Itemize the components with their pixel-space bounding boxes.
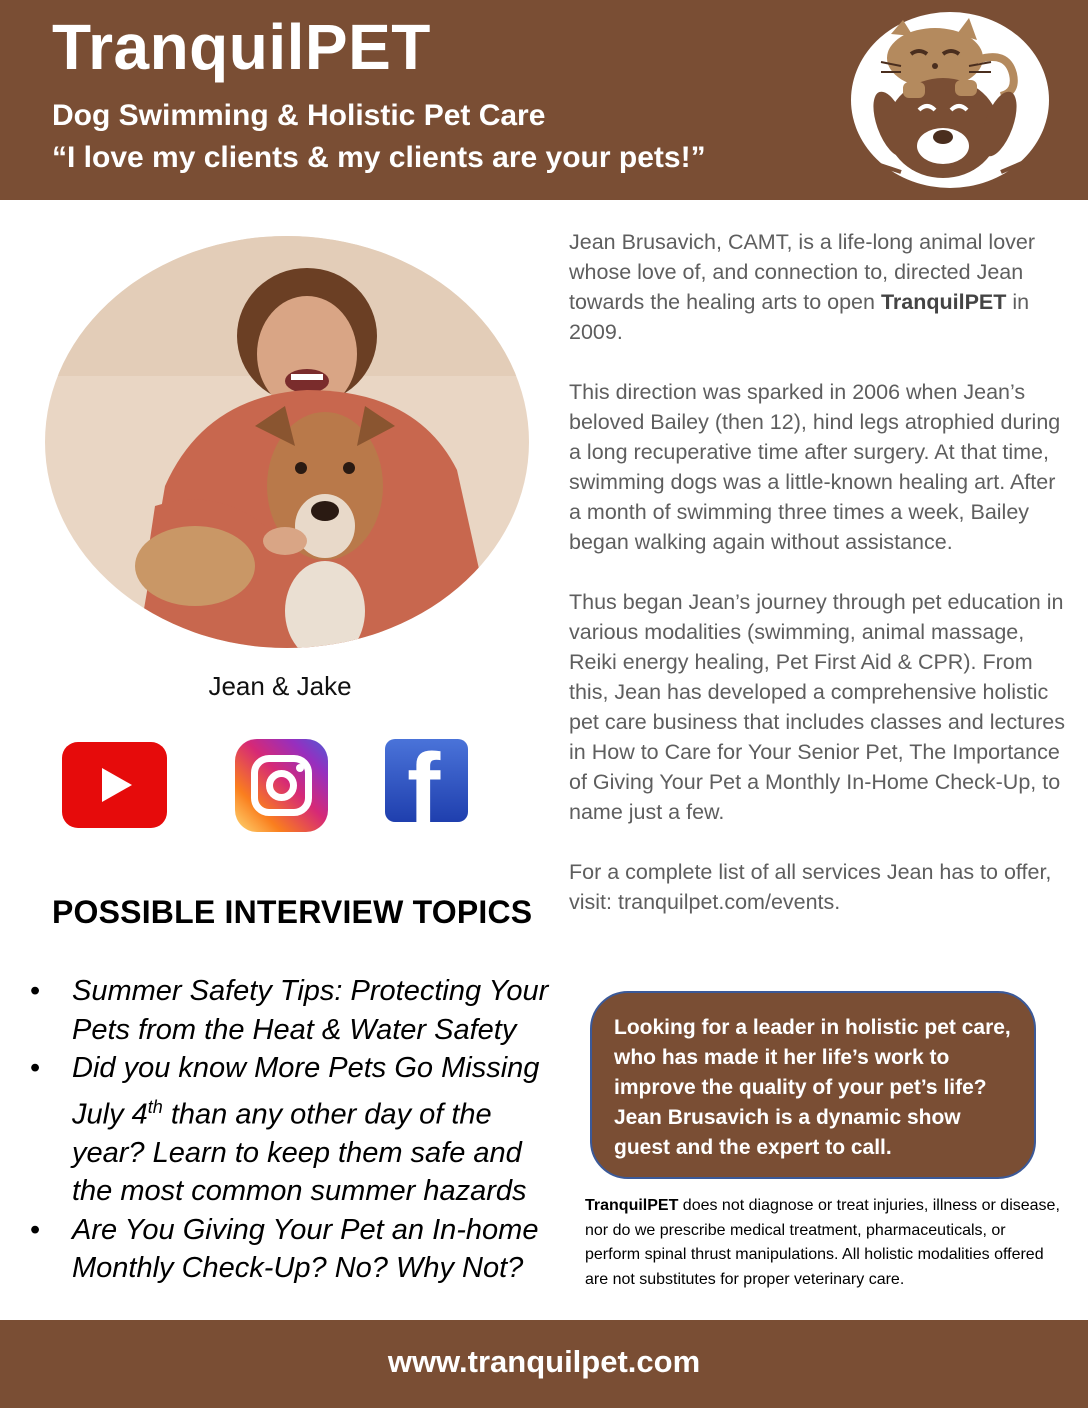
cat-dog-logo-icon	[851, 12, 1049, 188]
bio-paragraph: Thus began Jean’s journey through pet education in various modalities (swimming, animal massage, Reiki energy healing, Pet First Aid & CPR). From this, Jean has developed a comprehensive holistic pet care business that includes classes and lectures in How to Care for Your Senior Pet, The Importance of Giving Your Pet a Monthly In-Home Check-Up, to name just a few.	[569, 590, 1065, 824]
tagline: Dog Swimming & Holistic Pet Care	[52, 99, 546, 132]
bio-paragraph: For a complete list of all services Jean has to offer, visit: tranquilpet.com/events.	[569, 860, 1052, 914]
website-link[interactable]: www.tranquilpet.com	[387, 1344, 701, 1379]
play-icon	[102, 768, 132, 802]
facebook-icon[interactable]	[385, 739, 468, 822]
quote: “I love my clients & my clients are your pets!”	[52, 141, 706, 174]
callout-box: Looking for a leader in holistic pet care, who has made it her life’s work to improve the quality of your pet’s life? Jean Brusavich is a dynamic show guest and the expert to call.	[590, 991, 1036, 1179]
topic-item: • Did you know More Pets Go Missing July 4th than any other day of the year? Learn to keep them safe and the most common summer hazards	[30, 1052, 540, 1208]
facebook-letter: f	[407, 739, 441, 822]
footer-banner	[0, 1320, 1088, 1408]
bio-paragraph: Jean Brusavich, CAMT, is a life-long animal lover whose love of, and connection to, directed Jean towards the healing arts to open TranquilPET in 2009.	[569, 230, 1036, 344]
header-banner	[0, 0, 1088, 200]
instagram-lens	[266, 770, 297, 801]
topic-item: • Are You Giving Your Pet an In-home Monthly Check-Up? No? Why Not?	[30, 1213, 539, 1285]
instagram-dot	[296, 764, 304, 772]
topic-item: • Summer Safety Tips: Protecting Your Pets from the Heat & Water Safety	[30, 975, 549, 1046]
disclaimer: TranquilPET does not diagnose or treat injuries, illness or disease, nor do we prescribe medical treatment, pharmaceuticals, or perform spinal thrust manipulations. All holistic modalities offered are not substitutes for proper veterinary care.	[585, 1197, 1060, 1288]
instagram-icon[interactable]	[235, 739, 328, 832]
jean-and-jake-photo	[45, 236, 529, 648]
bio-paragraph: This direction was sparked in 2006 when Jean’s beloved Bailey (then 12), hind legs atrophied during a long recuperative time after surgery. At that time, swimming dogs was a little-known healing art. After a month of swimming three times a week, Bailey began walking again without assistance.	[569, 380, 1061, 554]
topics-list	[20, 972, 560, 1288]
topics-heading: POSSIBLE INTERVIEW TOPICS	[52, 894, 533, 930]
photo-caption: Jean & Jake	[208, 671, 352, 701]
brand-title: TranquilPET	[52, 11, 431, 83]
youtube-icon[interactable]	[62, 742, 167, 828]
bio-text	[569, 227, 1069, 947]
